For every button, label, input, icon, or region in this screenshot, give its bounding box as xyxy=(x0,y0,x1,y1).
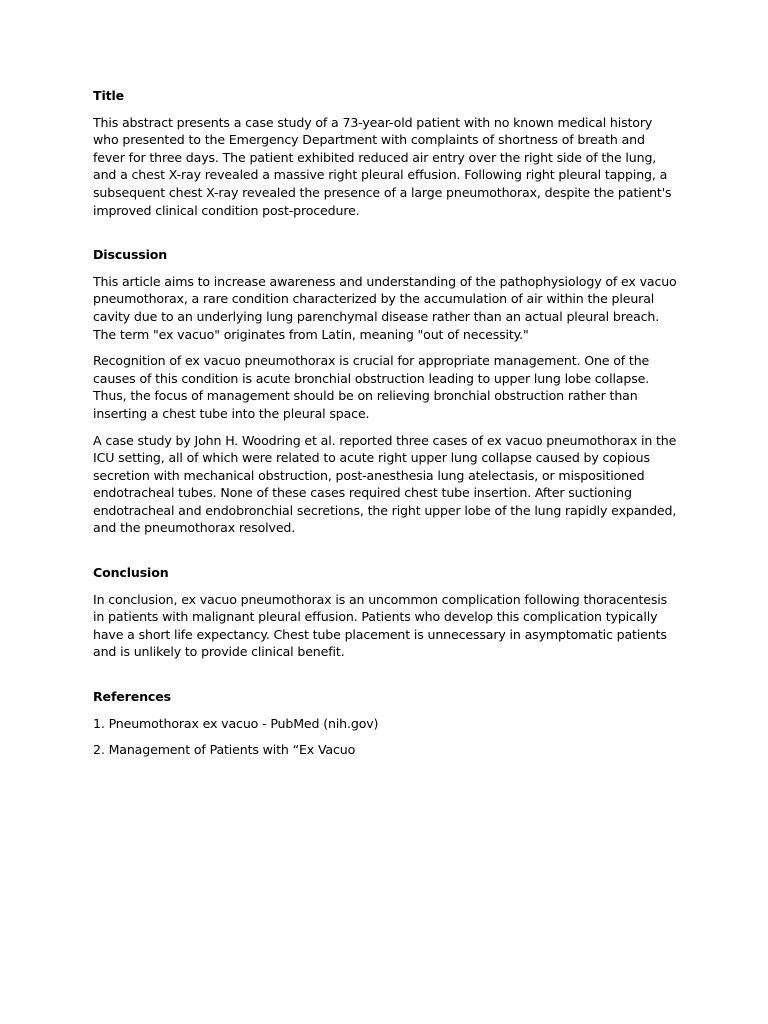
discussion-section xyxy=(93,246,677,537)
conclusion-heading: Conclusion xyxy=(93,565,169,581)
discussion-paragraph-2: Recognition of ex vacuo pneumothorax is crucial for appropriate management. One of the causes of this condition is acute bronchial obstruction leading to upper lung lobe collapse. Thus, the focus of management should be on relieving bronchial obstruction rather than inserting a chest tube into the pleural space. xyxy=(93,353,650,421)
document-page xyxy=(93,87,677,768)
title-heading: Title xyxy=(93,88,125,103)
abstract-paragraph: This abstract presents a case study of a 73-year-old patient with no known medical history who presented to the Emergency Department with complaints of shortness of breath and fever for three days. The patient exhibited reduced air entry over the right side of the lung, and a chest X-ray revealed a massive right pleural effusion. Following right pleural tapping, a subsequent chest X-ray revealed the presence of a large pneumothorax, despite the patient's improved clinical condition post-procedure. xyxy=(93,114,672,218)
references-list xyxy=(93,715,677,759)
reference-item-2: 2. Management of Patients with “Ex Vacuo xyxy=(93,742,356,758)
discussion-paragraph-1: This article aims to increase awareness and understanding of the pathophysiology of ex vacuo pneumothorax, a rare condition characterized by the accumulation of air within the pleural cavity due to an underlying lung parenchymal disease rather than an actual pleural breach. The term "ex vacuo" originates from Latin, meaning "out of necessity." xyxy=(93,273,677,342)
references-heading: References xyxy=(93,689,171,705)
references-section xyxy=(93,688,677,759)
conclusion-section xyxy=(93,564,677,661)
title-section xyxy=(93,87,677,219)
discussion-heading: Discussion xyxy=(93,247,168,263)
reference-item-1: 1. Pneumothorax ex vacuo - PubMed (nih.gov) xyxy=(93,715,379,731)
conclusion-paragraph: In conclusion, ex vacuo pneumothorax is an uncommon complication following thoracentesis in patients with malignant pleural effusion. Patients who develop this complication typically have a short life expectancy. Chest tube placement is unnecessary in asymptomatic patients and is unlikely to provide clinical benefit. xyxy=(93,591,668,660)
discussion-paragraph-3: A case study by John H. Woodring et al. reported three cases of ex vacuo pneumothorax in the ICU setting, all of which were related to acute right upper lung collapse caused by copious secretion with mechanical obstruction, post-anesthesia lung atelectasis, or mispositioned endotracheal tubes. None of these cases required chest tube insertion. After suctioning endotracheal and endobronchial secretions, the right upper lobe of the lung rapidly expanded, and the pneumothorax resolved. xyxy=(93,432,677,536)
